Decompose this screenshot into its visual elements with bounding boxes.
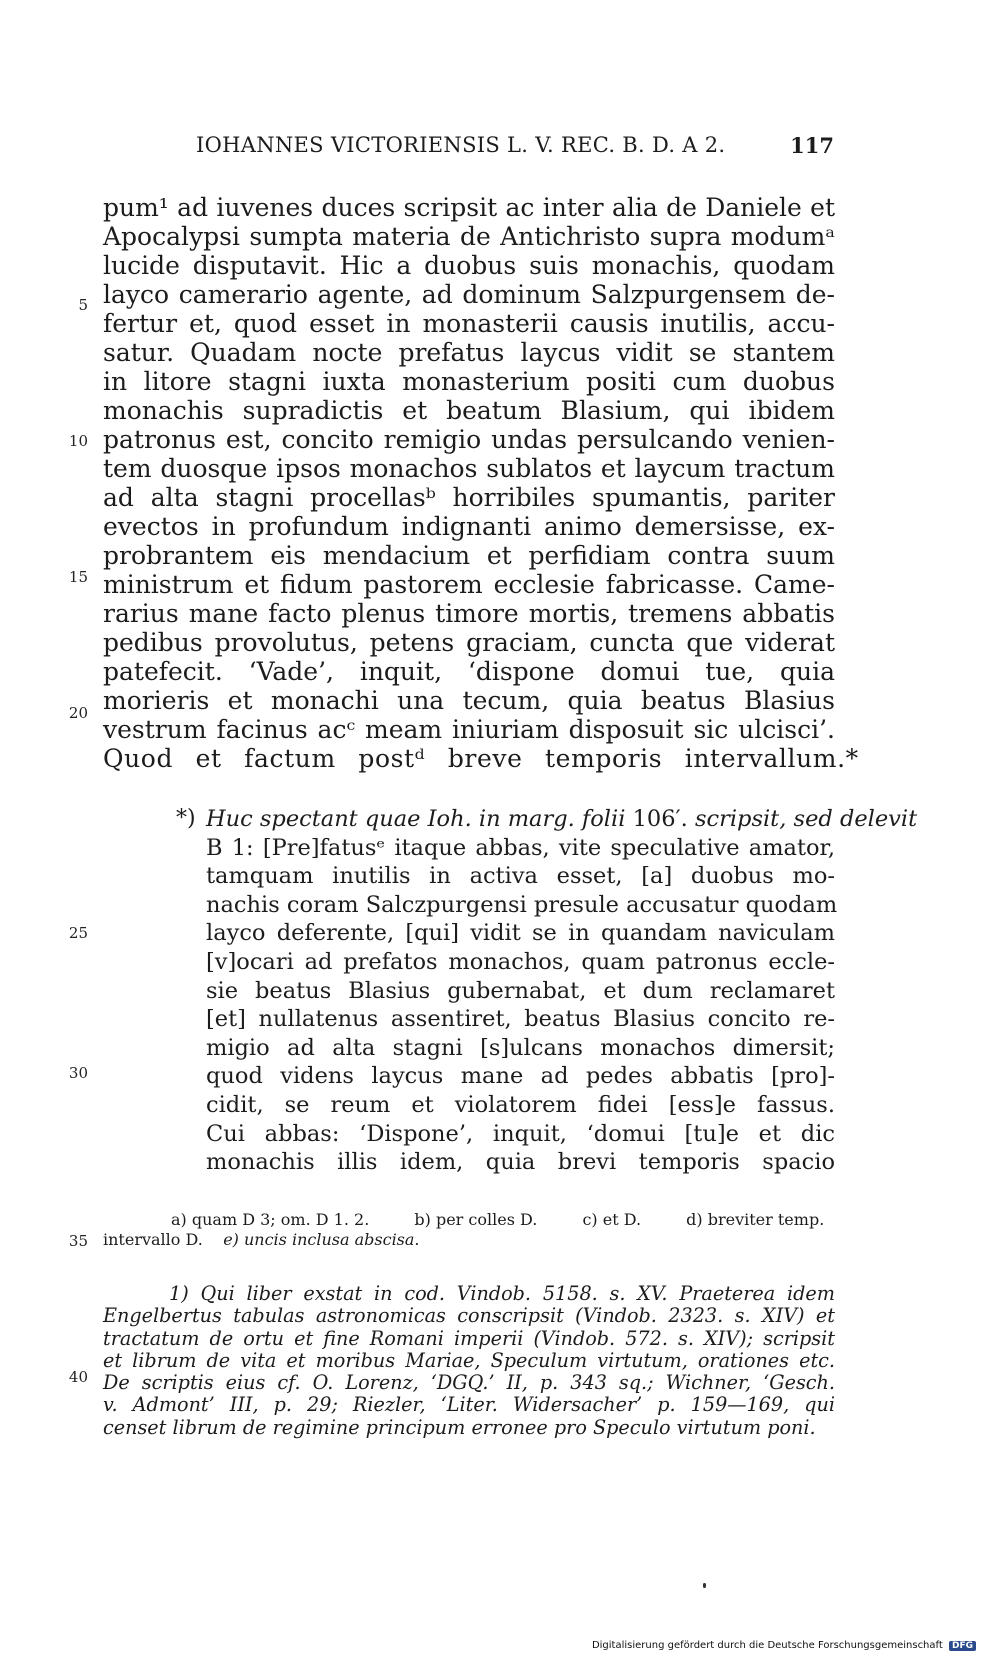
apparatus-note-c: c) et D. bbox=[582, 1210, 642, 1229]
line-number: 35 bbox=[68, 1232, 88, 1250]
footnote-line: quod videns laycus mane ad pedes abbatis [pro]- bbox=[206, 1063, 835, 1090]
digitization-text: Digitalisierung gefördert durch die Deutsche Forschungsgemeinschaft bbox=[591, 1640, 943, 1651]
scan-speck bbox=[703, 1583, 706, 1588]
footnote-line: B 1: [Pre]fatusᵉ itaque abbas, vite speculative amator, bbox=[206, 834, 835, 861]
text-line: satur. Quadam nocte prefatus laycus vidit se stantem bbox=[103, 338, 835, 367]
apparatus-line bbox=[103, 1230, 835, 1250]
apparatus-note-d-cont: intervallo D. bbox=[103, 1230, 203, 1249]
footnote-line: Cui abbas: ‘Dispone’, inquit, ‘domui [tu]e et dic bbox=[206, 1120, 835, 1147]
text-line: patefecit. ‘Vade’, inquit, ‘dispone domui tue, quia bbox=[103, 657, 835, 686]
line-number: 5 bbox=[78, 296, 88, 314]
text-line: evectos in profundum indignanti animo demersisse, ex- bbox=[103, 512, 835, 541]
footnote-line: tamquam inutilis in activa esset, [a] duobus mo- bbox=[206, 863, 835, 890]
line-number: 25 bbox=[68, 924, 88, 942]
footnote-lead: Huc spectant quae Ioh. in marg. folii bbox=[206, 806, 626, 832]
star-footnote bbox=[176, 805, 918, 1177]
footnote-line: layco deferente, [qui] vidit se in quandam naviculam bbox=[206, 920, 835, 947]
text-line: Apocalypsi sumpta materia de Antichristo supra modumᵃ bbox=[103, 222, 835, 251]
footnote-lead-end: scripsit, sed delevit bbox=[694, 806, 918, 832]
text-line: ad alta stagni procellasᵇ horribiles spumantis, pariter bbox=[103, 483, 835, 512]
text-line: rarius mane facto plenus timore mortis, tremens abbatis bbox=[103, 599, 835, 628]
text-line bbox=[103, 744, 859, 773]
line-number: 40 bbox=[68, 1368, 88, 1386]
apparatus-note-d: d) breviter temp. bbox=[686, 1210, 825, 1229]
dfg-logo: DFG bbox=[949, 1641, 976, 1651]
footnote-line bbox=[176, 805, 918, 834]
page-header bbox=[0, 133, 1000, 163]
text-line: patronus est, concito remigio undas persulcando venien- bbox=[103, 425, 835, 454]
text-line: vestrum facinus acᶜ meam iniuriam disposuit sic ulcisci’. bbox=[103, 715, 835, 744]
apparatus-note-a: a) quam D 3; om. D 1. 2. bbox=[171, 1210, 370, 1229]
main-text bbox=[103, 193, 859, 773]
footnote-line: sie beatus Blasius gubernabat, et dum reclamaret bbox=[206, 977, 835, 1004]
text-line: tem duosque ipsos monachos sublatos et laycum tractum bbox=[103, 454, 835, 483]
line-number: 10 bbox=[68, 432, 88, 450]
note-line: v. Admont’ III, p. 29; Riezler, ‘Liter. Widersacher’ p. 159—169, qui bbox=[103, 1393, 835, 1417]
footnote-line: [et] nullatenus assentiret, beatus Blasius concito re- bbox=[206, 1006, 835, 1033]
text-line: pum¹ ad iuvenes duces scripsit ac inter alia de Daniele et bbox=[103, 193, 835, 222]
text-line: monachis supradictis et beatum Blasium, qui ibidem bbox=[103, 396, 835, 425]
text-line: layco camerario agente, ad dominum Salzpurgensem de- bbox=[103, 280, 835, 309]
commentary-notes bbox=[103, 1283, 835, 1439]
footnote-line: cidit, se reum et violatorem fidei [ess]e fassus. bbox=[206, 1091, 835, 1118]
apparatus-note-b: b) per colles D. bbox=[414, 1210, 538, 1229]
text-line: ministrum et fidum pastorem ecclesie fabricasse. Came- bbox=[103, 570, 835, 599]
footnote-marker: *) bbox=[176, 806, 196, 831]
text-line: in litore stagni iuxta monasterium positi cum duobus bbox=[103, 367, 835, 396]
text-line-content: Quod et factum postᵈ breve temporis intervallum.* bbox=[103, 744, 859, 773]
text-line: probrantem eis mendacium et perfidiam contra suum bbox=[103, 541, 835, 570]
note-line: De scriptis eius cf. O. Lorenz, ‘DGQ.’ II, p. 343 sq.; Wichner, ‘Gesch. bbox=[103, 1371, 835, 1395]
note-line: censet librum de regimine principum erronee pro Speculo virtutum poni. bbox=[103, 1415, 816, 1439]
critical-apparatus bbox=[103, 1210, 835, 1250]
page-number: 117 bbox=[790, 133, 834, 158]
text-line: pedibus provolutus, petens graciam, cuncta que viderat bbox=[103, 628, 835, 657]
apparatus-line bbox=[103, 1210, 835, 1230]
footnote-line: nachis coram Salczpurgensi presule accusatur quodam bbox=[206, 891, 838, 918]
note-line: Engelbertus tabulas astronomicas conscripsit (Vindob. 2323. s. XIV) et bbox=[103, 1304, 835, 1328]
digitization-notice bbox=[592, 1640, 976, 1651]
line-number: 15 bbox=[68, 568, 88, 586]
note-line: 1) Qui liber exstat in cod. Vindob. 5158. s. XV. Praeterea idem bbox=[169, 1282, 835, 1305]
footnote-folio: 106′. bbox=[632, 806, 688, 832]
text-line: morieris et monachi una tecum, quia beatus Blasius bbox=[103, 686, 835, 715]
text-line: fertur et, quod esset in monasterii causis inutilis, accu- bbox=[103, 309, 835, 338]
footnote-line: [v]ocari ad prefatos monachos, quam patronus eccle- bbox=[206, 948, 835, 975]
running-head: IOHANNES VICTORIENSIS L. V. REC. B. D. A 2. bbox=[196, 133, 726, 157]
footnote-line: monachis illis idem, quia brevi temporis spacio bbox=[206, 1149, 835, 1176]
line-number: 20 bbox=[68, 704, 88, 722]
line-number: 30 bbox=[68, 1064, 88, 1082]
text-line: lucide disputavit. Hic a duobus suis monachis, quodam bbox=[103, 251, 835, 280]
note-line: et librum de vita et moribus Mariae, Speculum virtutum, orationes etc. bbox=[103, 1348, 835, 1372]
note-line: tractatum de ortu et fine Romani imperii (Vindob. 572. s. XIV); scripsit bbox=[103, 1326, 835, 1350]
apparatus-note-e: e) uncis inclusa abscisa. bbox=[223, 1230, 420, 1249]
footnote-line: migio ad alta stagni [s]ulcans monachos dimersit; bbox=[206, 1034, 835, 1061]
